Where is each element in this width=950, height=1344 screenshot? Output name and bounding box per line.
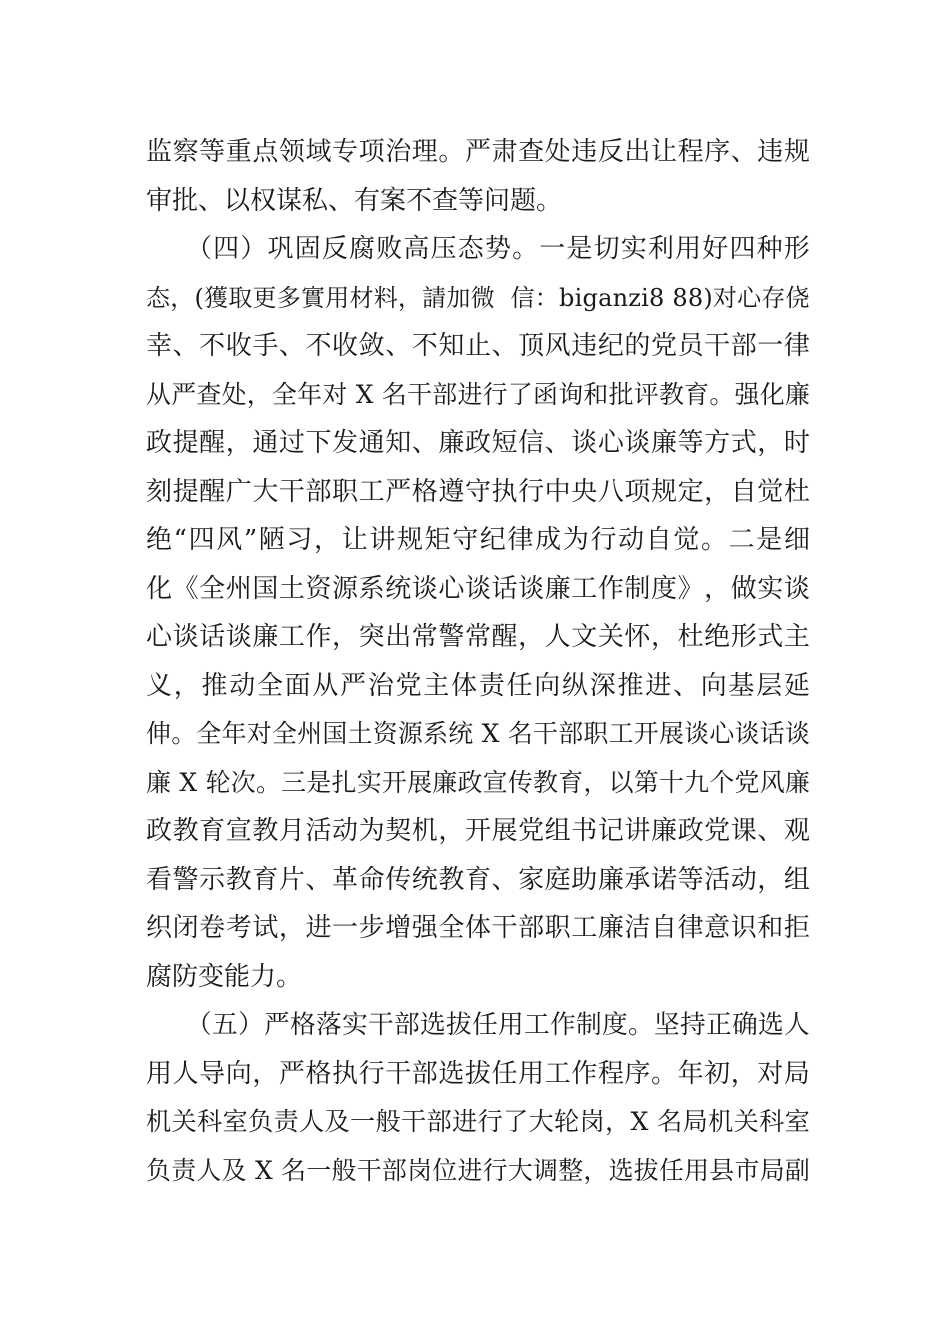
text-line: 织 闭 卷 考 试 ， 进 一 步 增 强 全 体 干 部 职 工 廉 洁 自 律 意 识 和 拒 <box>146 913 810 943</box>
text-line: 用 人 导 向 ， 严 格 执 行 干 部 选 拔 任 用 工 作 程 序 。 年 初 ， 对 局 <box>146 1058 810 1089</box>
text-line: 刻 提 醒 广 大 干 部 职 工 严 格 遵 守 执 行 中 央 八 项 规 定 ， 自 觉 杜 <box>146 476 810 507</box>
text-line: 幸 、 不 收 手 、 不 收 敛 、 不 知 止 、 顶 风 违 纪 的 党 员 干 部 一 律 <box>146 331 810 361</box>
text-line: 政 提 醒 ， 通 过 下 发 通 知 、 廉 政 短 信 、 谈 心 谈 廉 等 方 式 ， 时 <box>146 428 810 458</box>
text-line: 负 责 人 及 X 名 一 般 干 部 岗 位 进 行 大 调 整 ， 选 拔 任 用 县 市 局 副 <box>146 1155 810 1185</box>
text-line: 绝 “ 四 风 ” 陋 习 ， 让 讲 规 矩 守 纪 律 成 为 行 动 自 觉 。 二 是 细 <box>146 525 810 555</box>
text-line: 伸 。 全 年 对 全 州 国 土 资 源 系 统 X 名 干 部 职 工 开 展 谈 心 谈 话 谈 <box>146 719 810 748</box>
text-line: 义 ， 推 动 全 面 从 严 治 党 主 体 责 任 向 纵 深 推 进 、 向 基 层 延 <box>146 670 810 701</box>
text-line: 机 关 科 室 负 责 人 及 一 般 干 部 进 行 了 大 轮 岗 ， X 名 局 机 关 科 室 <box>146 1107 810 1136</box>
text-line: 化 《 全 州 国 土 资 源 系 统 谈 心 谈 话 谈 廉 工 作 制 度 》 ， 做 实 谈 <box>146 573 810 604</box>
section-heading-line: （ 五 ） 严 格 落 实 干 部 选 拔 任 用 工 作 制 度 。 坚 持 正 确 选 人 <box>186 1010 810 1040</box>
body-text <box>146 128 810 1195</box>
section-heading-line: （ 四 ） 巩 固 反 腐 败 高 压 态 势 。 一 是 切 实 利 用 好 四 种 形 <box>186 234 810 264</box>
text-line: 监 察 等 重 点 领 域 专 项 治 理 。 严 肃 查 处 违 反 出 让 程 序 、 违 规 <box>146 137 810 167</box>
text-line: 政 教 育 宣 教 月 活 动 为 契 机 ， 开 展 党 组 书 记 讲 廉 政 党 课 、 观 <box>146 816 810 846</box>
text-line: 从 严 查 处 ， 全 年 对 X 名 干 部 进 行 了 函 询 和 批 评 教 育 。 强 化 廉 <box>146 379 810 409</box>
text-line: 心 谈 话 谈 廉 工 作 ， 突 出 常 警 常 醒 ， 人 文 关 怀 ， 杜 绝 形 式 主 <box>146 622 810 652</box>
text-line: 看 警 示 教 育 片 、 革 命 传 统 教 育 、 家 庭 助 廉 承 诺 等 活 动 ， 组 <box>146 864 810 895</box>
text-line: 态 ， ( 獲 取 更 多 實 用 材 料 ， 請 加 微 信 ： b i g a n z i 8 8 8 ) 对 心 存 侥 <box>146 283 810 312</box>
text-line: 审批、以权谋私、有案不查等问题。 <box>146 185 563 216</box>
text-line: 腐防变能力。 <box>146 961 303 992</box>
text-line: 廉 X 轮 次 。 三 是 扎 实 开 展 廉 政 宣 传 教 育 ， 以 第 十 九 个 党 风 廉 <box>146 767 810 797</box>
